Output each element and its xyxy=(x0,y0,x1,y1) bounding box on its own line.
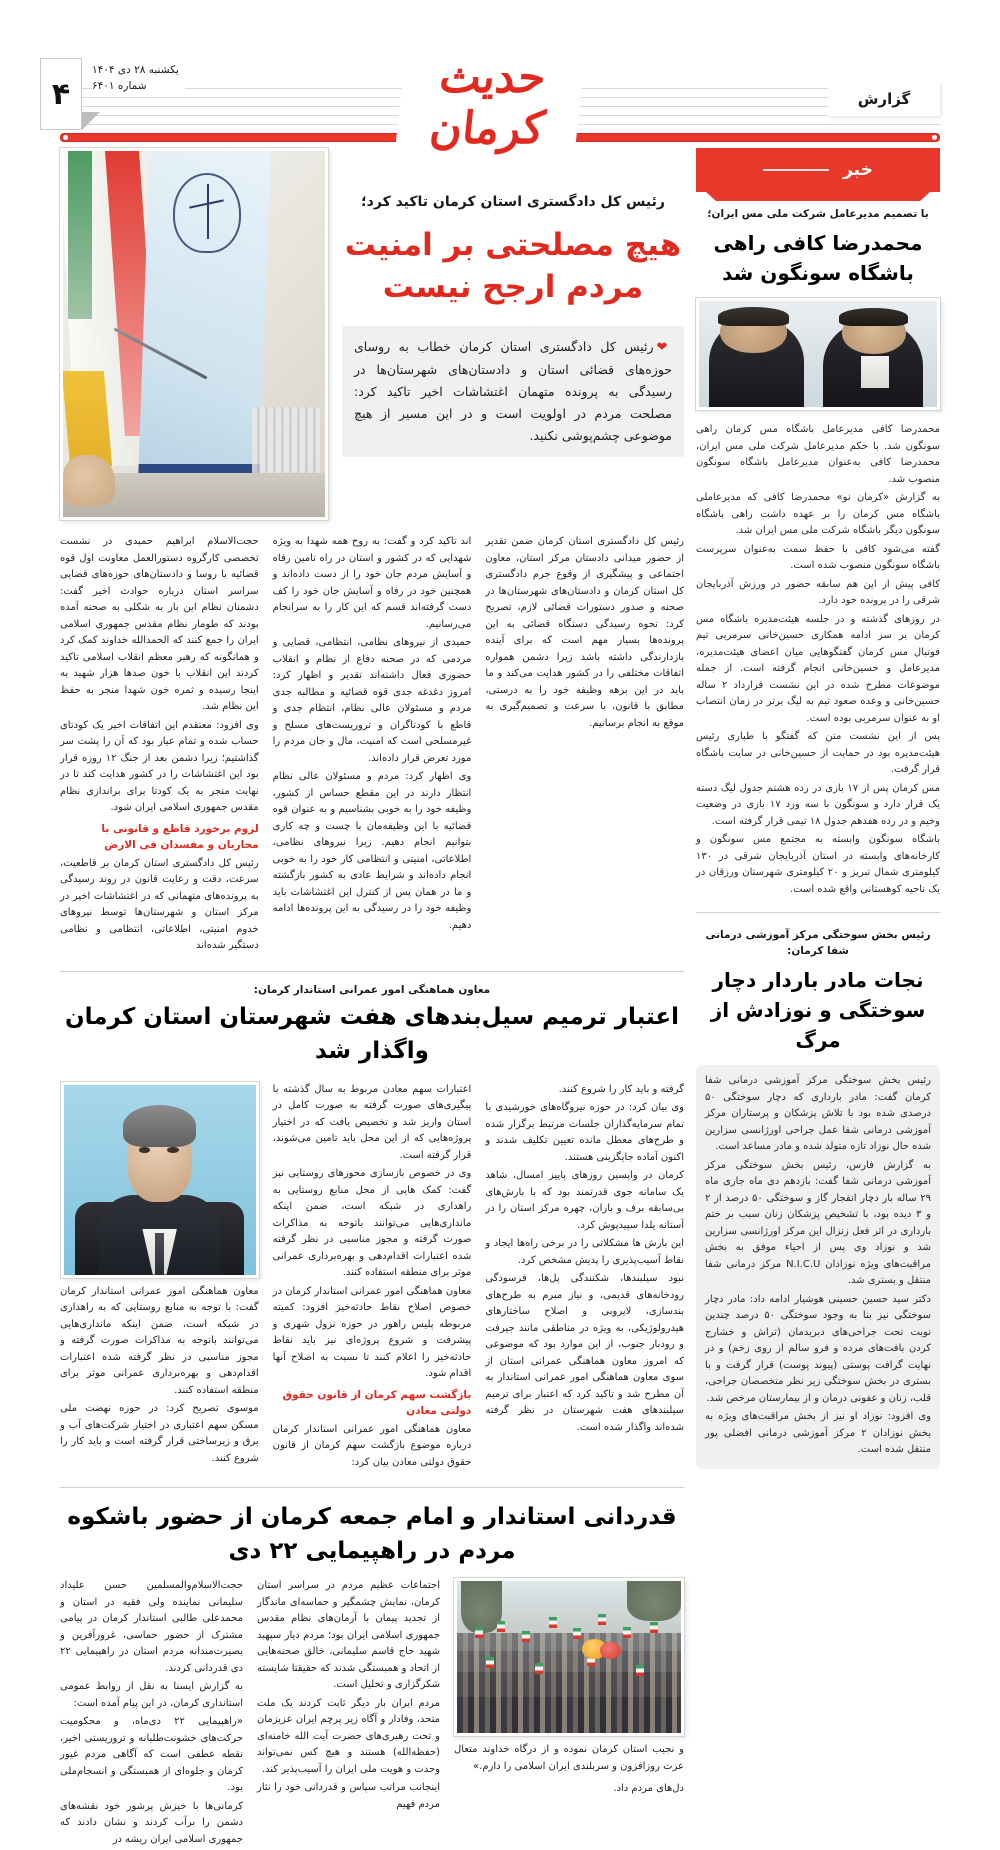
sidebar-news1-p3: کافی پیش از این هم سابقه حضور در ورزش آذربایجان شرقی را در پرونده خود دارد. xyxy=(696,578,940,606)
news-sidebar xyxy=(696,148,941,1455)
sidebar-news1-p5: پس از این نشست متن که گفتگو با طیاری رئیس هیئت‌مدیره بود در حمایت از حسین‌خانی در سایت باشگاه قرار گرفت. xyxy=(696,731,940,775)
issue-date: یکشنبه ۲۸ دی ۱۴۰۴ xyxy=(92,64,179,76)
mid-headline: اعتبار ترمیم سیل‌بندهای هفت شهرستان استان کرمان واگذار شد xyxy=(65,1003,679,1064)
bottom-c1-p2: مردم ایران بار دیگر ثابت کردند یک ملت متحد، وفادار و آگاه زیر پرچم ایران عزیزمان و تحت رهبری‌های حضرت آیت الله خامنه‌ای (حفظه‌الله) هستند و هیچ کس نمی‌تواند وحدت و هویت ملی ایران را آسیب‌پذیر کند. xyxy=(257,1697,440,1775)
sidebar-news2-p2: دکتر سید حسین حسینی هوشیار ادامه داد: مادر دچار سوختگی نیز بنا به وجود سوختگی ۵۰ درصد چندین نوبت تحت جراحی‌های دبریدمان (تراش و خشارج کردن بافت‌های مرده و فرو سالم از روی زخم) و در نهایت گرافت پوستی (پیوند پوست) قرار گرفت و با بستری در بخش سوختگی زیر نظر متخصصان جراحی، قلب، زنان و عفونی درمان و از بیمارستان مرخص شد. xyxy=(705,1293,932,1404)
newspaper-logo: حدیث کرمان xyxy=(395,52,586,154)
bottom-column-1 xyxy=(257,1578,440,1850)
article-separator-1 xyxy=(60,971,684,972)
lead-column-2 xyxy=(273,534,472,957)
sidebar-news1-kicker: با تصمیم مدیرعامل شرکت ملی مس ایران؛ xyxy=(707,208,929,220)
mid-intro: معاون هماهنگی امور عمرانی استاندار کرمان گفت: با توجه به منابع روستایی که به راهداری در شبکه است، ضمن اینکه مانداری‌هایی می‌توانند باتوجه به مذاکرات صورت گرفته و مجوز مناسبی در نظر گرفته شده اعتبارات اقدام‌دهی و بهره‌برداری عمرانی موثر برای منطقه استفاده کنند. xyxy=(59,1285,259,1396)
bottom-c2-p3: کرمانی‌ها با خیزش پرشور خود نقشه‌های دشمن را برآب کردند و نشان دادند که جمهوری اسلامی ایران ریشه در xyxy=(60,1800,243,1845)
lead-c2-p2: وی اظهار کرد: مردم و مسئولان عالی نظام انتظار دارند در این مقطع حساس از کشور، وظیفه خود را به خوبی بشناسیم و به عنوان قوه قضائیه با این وظیفه‌مان با چست و چه کاری بتوانیم انجام دهیم. زیرا نیروهای نظامی، اطلاعاتی، امنیتی و انتظامی کار خود را به خوبی انجام داده‌اند و شرایط عادی به کشور بازگشته و ما در همان پس از کنترل این اغتشاشات باید وظیفه خود را در رسیدگی به این پرونده‌ها ادامه دهیم. xyxy=(272,771,472,931)
issue-meta xyxy=(92,62,185,94)
sidebar-divider xyxy=(696,912,940,913)
mid-c1-p3: این بارش ها مشکلاتی را در برخی راه‌ها ایجاد و نقاط آسیب‌پذیری را پدیش مشخص کرد. xyxy=(485,1238,684,1266)
mid-c1-p2: کرمان در واپسین روزهای پاییز امسال، شاهد یک سامانه جوی قدرتمند بود که با بارش‌های بی‌سابقه برف و باران، چهره مرکز استان را در آستانه یلدا سپیدپوش کرد. xyxy=(485,1170,684,1231)
heart-bullet-icon: ❤ xyxy=(656,340,672,355)
bottom-c1-p1: اجتماعات عظیم مردم در سراسر استان کرمان، نمایش چشمگیر و حماسه‌ای ماندگار از تجدید پیمان با آرمان‌های نظام مقدس جمهوری اسلامی ایران بود؛ مردم دیار سپهبد شهید حاج قاسم سلیمانی، خالق صحنه‌هایی از اتحاد و همبستگی شدند که حقیقتا شایسته شکرگزاری و تحلیل است. xyxy=(257,1580,440,1690)
lead-headline-block xyxy=(342,148,684,457)
news-banner xyxy=(696,148,940,192)
bottom-c1-p0: دل‌های مردم داد. xyxy=(613,1783,684,1794)
sidebar-news1-p4: در روزهای گذشته و در جلسه هیئت‌مدیره باشگاه مس کرمان بر سر ادامه همکاری حسین‌خانی سرمربی تیم فوتبال مس کرمان گفتگوهایی میان اعضای هیئت‌مدیره، مدیرعامل و حسین‌خانی انجام گرفته است. از جمله موضوعات مطرح شده در این نشست قرارداد ۲ ساله حسین‌خانی و وعده صعود تیم به لیگ برتر در زمان انتصاب او به عنوان سرمربی بوده است. xyxy=(696,613,940,724)
lead-c1-redsub: لزوم برخورد قاطع و قانونی با محاربان و مفسدان فی الارض xyxy=(101,822,259,851)
sidebar-news1-body xyxy=(696,422,940,898)
bottom-c2-p2: «راهپیمایی ۲۲ دی‌ماه، و محکومیت حرکت‌های خشونت‌طلبانه و تروریستی اخیر، نقطه عطفی است که آگاهی مردم غیور کرمان و جلوه‌ای از همبستگی و انسجام‌ملی بود. xyxy=(60,1716,243,1793)
sidebar-news1-headline: محمدرضا کافی راهی باشگاه سونگون شد xyxy=(713,231,923,285)
lead-column-1 xyxy=(60,534,259,957)
mid-column-2 xyxy=(273,1082,472,1474)
bottom-c2-p0: حجت‌الاسلام‌والمسلمین حسن علیداد سلیمانی نماینده ولی فقیه در استان و محمدعلی طالبی استاندار کرمان در پیامی مشترک از حضور حماسی، غرورآفرین و بصیرت‌مندانه مردم استان در راهپیمایی ۲۲ دی قدردانی کردند. xyxy=(60,1580,243,1674)
sidebar-news1-p7: باشگاه سونگون وابسته به مجتمع مس سونگون و کارخانه‌های وابسته در استان آذربایجان شرقی در ۱۳۰ کیلومتری شمال تبریز و ۲۰ کیلومتری شهرستان ورزقان در یک ناحیه کوهستانی واقع شده است. xyxy=(696,834,940,895)
sidebar-news2-p0: رئیس بخش سوختگی مرکز آموزشی درمانی شفا کرمان گفت: مادر بارداری که دچار سوختگی ۵۰ درصدی شده بود با تلاش پزشکان و پرستاران مرکز آموزشی درمانی شفا عمل جراحی اورژانسی سزارین شده حال نوزاد تازه متولد شده و مادر مساعد است. xyxy=(705,1075,931,1152)
lead-c1-after: رئیس کل دادگستری استان کرمان بر قاطعیت، سرعت، دقت و رعایت قانون در روند رسیدگی به پرونده‌های متهمانی که در اغتشاشات اخیر در مرکز استان و شهرستان‌ها توسط نیروهای خدوم امنیتی، اطلاعاتی، انتظامی و نظامی دستگیر شده‌اند xyxy=(59,857,259,951)
mid-c1-p4: نبود سیلبندها، شکنندگی پل‌ها، فرسودگی رودخانه‌های قدیمی، و نیاز مبرم به طرح‌های بندسازی، لایروبی و اصلاح ساختارهای هیدرولوژیکی، به ویژه در مناطقی مانند جیرفت و رودبار جنوب، از این موارد بود که موضوعی که امروز معاون هماهنگی عمرانی استان از سوی معاون هماهنگی امور عمرانی استاندار به آن مطرح شد و تاکید کرد که اعتبار برای ترمیم سیلبندهای هفت شهرستان در نظر گرفته شده‌اند واگذار شده است. xyxy=(485,1273,684,1433)
mid-c2-p0: اعتبارات سهم معادن مربوط به سال گذشته با پیگیری‌های صورت گرفته به صورت کامل در استان واریز شد و تخصیص یافت که در اختیار پروژه‌هایی که از این محل باید تامین می‌شوند، قرار گرفته است. xyxy=(272,1083,472,1161)
bottom-c1-p3: اینجانب مراتب سپاس و قدردانی خود را نثار مردم فهیم xyxy=(257,1782,440,1810)
news-banner-dash xyxy=(763,169,829,171)
mid-article-columns xyxy=(60,1082,684,1474)
page-content xyxy=(59,148,941,1845)
lead-lede xyxy=(342,326,684,457)
lead-article xyxy=(60,148,684,957)
sidebar-news1-p2: گفته می‌شود کافی با حفظ سمت به‌عنوان سرپرست باشگاه سونگون منصوب شده است. xyxy=(696,543,940,571)
lead-c1-p1: وی افزود: معتقدم این اتفاقات اخیر یک کودتای حساب شده و تمام عیار بود که آن را پشت سر گذاشتیم؛ زیرا دشمن بعد از جنگ ۱۲ روزه قرار بود این اغتشاشات را در کشور هدایت کند تا در نهایت منجر به یک کودتا برای براندازی نظام مقدس جمهوری اسلامی ایران شود. xyxy=(59,719,259,813)
sidebar-news2-headline: نجات مادر باردار دچار سوختگی و نوزادش از مرگ xyxy=(710,968,926,1052)
lead-c2-p1: حمیدی از نیروهای نظامی، انتظامی، قضایی و مردمی که در صحنه دفاع از نظام و انقلاب حضوری فعال داشته‌اند تقدیر و اظهار کرد: امروز دغدغه جدی قوه قضائیه و مطالبه جدی مردم و مسئولان عالی نظام، انتظام جدی و قاطع با کودتاگران و تروریست‌های مسلح و غیرمسلحی است که امنیت، مال و جان مردم را مورد تعرض قرار داده‌اند. xyxy=(272,637,472,764)
lead-c2-p0: اند تاکید کرد و گفت: به روح همه شهدا به ویژه شهدایی که در کشور و استان در راه تامین رفاه و آسایش مردم جان خود را از دست داده‌اند و همچنین خود در رفاه و آسایش جان خود را کف دست گرفته‌اند قسم که این کار را به سرانجام می‌رسانیم. xyxy=(272,536,472,630)
bottom-article xyxy=(60,1500,684,1850)
rally-crowd-photo xyxy=(454,1578,684,1736)
mid-c2-p1: وی در خصوص بازسازی محورهای روستایی نیز گفت: کمک هایی از محل منابع روستایی به راهداری در شبکه است، ضمن اینکه مانداری‌هایی می‌توانند باتوجه به مذاکرات صورت گرفته و مجوز مناسبی در نظر گرفته شده اعتبارات اقدام‌دهی و بهره‌برداری عمرانی موثر برای منطقه استفاده کنند. xyxy=(272,1168,472,1278)
bottom-column-photo xyxy=(454,1578,684,1850)
sidebar-news2-body xyxy=(696,1065,940,1469)
page-corner-fold xyxy=(82,112,100,130)
mid-column-1 xyxy=(485,1082,684,1474)
news-banner-label: خبر xyxy=(843,160,873,180)
bottom-article-columns xyxy=(60,1578,684,1850)
mid-c2-p2: معاون هماهنگی امور عمرانی استاندار کرمان در خصوص اصلاح نقاط حادثه‌خیز افزود: کمیته مربوطه پلیس راهور در حوزه نزول شهری و پیشرفت و شروع پروژه‌ای نیز باید نقاط حادثه‌خیز را اعلام کنند تا نسبت به اصلاح آنها اقدام شود. xyxy=(272,1285,472,1379)
sidebar-news2-p1: به گزارش فارس، رئیس بخش سوختگی مرکز آموزشی درمانی شفا گفت: بازدهم دی ماه جاری ماه ۲۹ ساله بار دچار انفجار گاز و سوختگی ۵۰ درصد از ۲ و ۳ دیده بود، با تشخیص پزشکان زنان سبب بر ختم بارداری در اثر فعل زنزال این مرکز اورژانسی سزارین شد و نوزاد وی پس از احیاء موفق به بخش مراقبت‌های ویژه نوزادان N.I.C.U مرکز درمانی شفا منتقل و بستری شد. xyxy=(705,1159,932,1286)
section-tag: گزارش xyxy=(828,82,940,116)
sidebar-news2-kicker: رئیس بخش سوختگی مرکز آموزشی درمانی شفا کرمان: xyxy=(705,929,931,957)
article-separator-2 xyxy=(60,1487,684,1488)
main-column xyxy=(59,148,684,1845)
lead-kicker: رئیس کل دادگستری استان کرمان تاکید کرد؛ xyxy=(361,194,665,210)
bottom-c2-p1: به گزارش ایسنا به نقل از روابط عمومی استانداری کرمان، در این پیام آمده است: xyxy=(60,1681,243,1709)
mid-c1-p0: گرفته و باید کار را شروع کنند. xyxy=(558,1083,684,1095)
page-number: ۴ xyxy=(40,58,82,130)
official-portrait-photo xyxy=(61,1082,259,1278)
mid-c2-redsub: بازگشت سهم کرمان از قانون حقوق دولتی معادن xyxy=(282,1388,472,1417)
lead-lede-text: رئیس کل دادگستری استان کرمان خطاب به روسای حوزه‌های قضائی استان و دادستان‌های شهرستان‌ها در رسیدگی به پرونده متهمان اغتشاشات اخیر تاکید کرد: مصلحت مردم در اولویت است و در این مسیر از هیچ موضوعی چشم‌پوشی نکنید. xyxy=(354,339,672,443)
sidebar-news1-p1: به گزارش «کرمان نو» محمدرضا کافی که مدیرعاملی باشگاه مس کرمان را بر عهده داشت راهی باشگاه سونگون دیگر باشگاه شرکت ملی مس ایران شد. xyxy=(696,492,940,536)
sidebar-news1-p6: مس کرمان پس از ۱۷ بازی در رده هشتم جدول لیگ دسته یک قرار دارد و سونگون با سه ورد ۱۷ بازی در وضعیت وخیم و در رده هفدهم جدول ۱۸ تیمی قرار گرفته است. xyxy=(696,782,941,827)
iran-flags-judiciary-emblem-photo xyxy=(60,148,328,520)
lead-headline: هیچ مصلحتی بر امنیت مردم ارجح نیست xyxy=(344,227,682,305)
mid-c2-after: معاون هماهنگی امور عمرانی استاندار کرمان درباره موضوع بازگشت سهم کرمان از قانون حقوق دولتی معادن بیان کرد: xyxy=(272,1423,472,1468)
lead-article-columns xyxy=(60,534,684,957)
sidebar-news1-p0: محمدرضا کافی مدیرعامل باشگاه مس کرمان راهی سونگون شد. با حکم مدیرعامل شرکت ملی مس ایران، محمدرضا کافی به‌عنوان مدیرعامل باشگاه سونگون منصوب شد. xyxy=(696,424,940,485)
mid-kicker: معاون هماهنگی امور عمرانی استاندار کرمان: xyxy=(253,983,491,996)
issue-number: شماره ۶۴۰۱ xyxy=(92,80,147,92)
lead-c1-p0: حجت‌الاسلام ابراهیم حمیدی در نشست تخصصی کارگروه دستورالعمل معاونت اول قوه قضائیه با روسا و دادستان‌های حوزه‌های قضایی سراسر استان درباره حوادث اخیر گفت: دشمنان نظام این بار به شکلی به صحنه آمده بودند که طومار نظام مقدس جمهوری اسلامی ایران را جمع کنند که الحمدالله خداوند کمک کرد و همانگونه که رهبر معظم انقلاب اسلامی تاکید کردند این انقلاب با خون صدها هزار شهید به اینجا رسیده و ثمره خون شهدا منجر به حفظ این نظام شد. xyxy=(59,536,259,712)
sidebar-news2-p3: وی افزود: نوزاد او نیز از بخش مراقبت‌های ویژه به بخش نوزادان ۲ مرکز آموزشی درمانی افضلی پور منتقل شده است. xyxy=(705,1411,931,1455)
lead-c3-p0: رئیس کل دادگستری استان کرمان ضمن تقدیر از حضور میدانی دادستان مرکز استان، معاون اجتماعی و پیشگیری از وقوع جرم دادگستری کل استان کرمان و دادستان‌های شهرستان‌ها در صحنه و صدور دستورات قضائی لازم، تصریح کرد: نحوه رسیدگی دستگاه قضائی به این پرونده‌ها بسیار مهم است که برای آینده بازدارندگی داشته باشد زیرا دشمن همواره اتفاقات مختلفی را در کشور هدایت می‌کند و ما باید در این برهه وظیفه خود را به درستی، مطابق با قانون، با سرعت و تصمیم‌گیری به موقع به انجام برسانیم. xyxy=(485,536,684,729)
mid-column-3 xyxy=(60,1082,259,1474)
mid-c1-p1: وی بیان کرد: در حوزه نیروگاه‌های خورشیدی با تمام سرمایه‌گذاران جلسات مرتبط برگزار شده و طرح‌های معطل مانده تعیین تکلیف شدند و اکنون آماده جایگزینی هستند. xyxy=(485,1102,684,1163)
mid-c3-p0: موسوی تصریح کرد: در حوزه نهضت ملی مسکن سهم اعتباری در اختیار شرکت‌های آب و برق و زیرساختی قرار گرفته است و باید کار را شروع کنند. xyxy=(59,1403,259,1464)
bottom-column-2 xyxy=(60,1578,243,1850)
lead-column-3 xyxy=(485,534,684,957)
two-men-photo xyxy=(696,298,940,410)
masthead xyxy=(0,0,1000,154)
bottom-headline: قدردانی استاندار و امام جمعه کرمان از حضور باشکوه مردم در راهپیمایی ۲۲ دی xyxy=(67,1504,677,1564)
bottom-photo-caption: و نجیب استان کرمان نموده و از درگاه خداوند متعال عزت روزافزون و سربلندی ایران اسلامی را دارم.» xyxy=(454,1744,684,1772)
